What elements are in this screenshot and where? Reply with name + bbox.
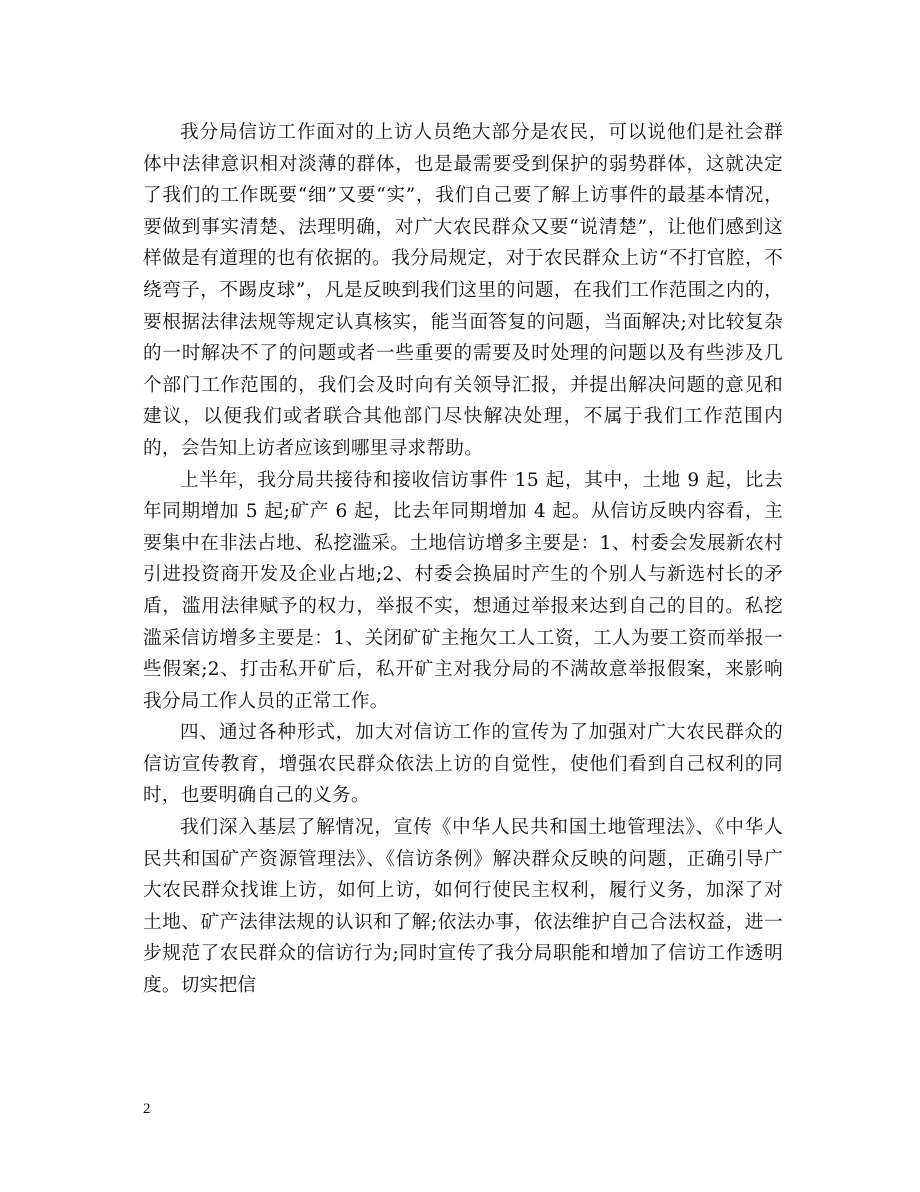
page-number: 2 bbox=[143, 1101, 151, 1117]
paragraph-1: 我分局信访工作面对的上访人员绝大部分是农民，可以说他们是社会群体中法律意识相对淡薄的群体，也是最需要受到保护的弱势群体，这就决定了我们的工作既要“细”又要“实”，我们自己要了解上访事件的最基本情况，要做到事实清楚、法理明确，对广大农民群众又要“说清楚”，让他们感到这样做是有道理的也有依据的。我分局规定，对于农民群众上访“不打官腔，不绕弯子，不踢皮球”，凡是反映到我们这里的问题，在我们工作范围之内的，要根据法律法规等规定认真核实，能当面答复的问题，当面解决;对比较复杂的一时解决不了的问题或者一些重要的需要及时处理的问题以及有些涉及几个部门工作范围的，我们会及时向有关领导汇报，并提出解决问题的意见和建议，以便我们或者联合其他部门尽快解决处理，不属于我们工作范围内的，会告知上访者应该到哪里寻求帮助。 bbox=[143, 122, 783, 459]
paragraph-4: 我们深入基层了解情况，宣传《中华人民共和国土地管理法》、《中华人民共和国矿产资源管理法》、《信访条例》解决群众反映的问题，正确引导广大农民群众找谁上访，如何上访，如何行使民主权利，履行义务，加深了对土地、矿产法律法规的认识和了解;依法办事，依法维护自己合法权益，进一步规范了农民群众的信访行为;同时宣传了我分局职能和增加了信访工作透明度。切实把信 bbox=[143, 817, 783, 997]
paragraph-3: 四、通过各种形式，加大对信访工作的宣传为了加强对广大农民群众的信访宣传教育，增强农民群众依法上访的自觉性，使他们看到自己权利的同时，也要明确自己的义务。 bbox=[143, 722, 783, 807]
document-body bbox=[143, 117, 783, 1002]
paragraph-2: 上半年，我分局共接待和接收信访事件 15 起，其中，土地 9 起，比去年同期增加 5 起;矿产 6 起，比去年同期增加 4 起。从信访反映内容看，主要集中在非法占地、私挖滥采。土地信访增多主要是：1、村委会发展新农村引进投资商开发及企业占地;2、村委会换届时产生的个别人与新选村长的矛盾，滥用法律赋予的权力，举报不实，想通过举报来达到自己的目的。私挖滥采信访增多主要是：1、关闭矿矿主拖欠工人工资，工人为要工资而举报一些假案;2、打击私开矿后，私开矿主对我分局的不满故意举报假案，来影响我分局工作人员的正常工作。 bbox=[143, 469, 783, 712]
